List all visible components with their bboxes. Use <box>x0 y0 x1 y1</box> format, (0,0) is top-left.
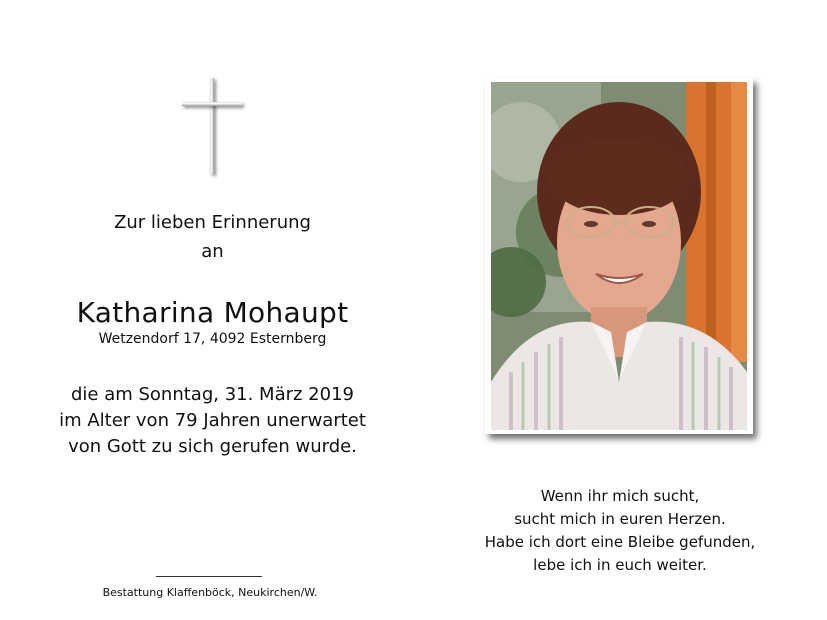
funeral-home: Bestattung Klaffenböck, Neukirchen/W. <box>102 586 318 599</box>
death-notice-line: im Alter von 79 Jahren unerwartet <box>59 410 366 431</box>
death-notice <box>40 382 385 460</box>
divider <box>156 576 262 577</box>
portrait-photo <box>491 82 747 430</box>
memorial-poem <box>480 485 760 577</box>
death-notice-line: von Gott zu sich gerufen wurde. <box>68 436 357 457</box>
memorial-heading-line2: an <box>201 241 224 262</box>
memorial-heading-line1: Zur lieben Erinnerung <box>114 212 311 233</box>
poem-line: Wenn ihr mich sucht, <box>540 487 700 505</box>
poem-line: Habe ich dort eine Bleibe gefunden, <box>484 533 756 551</box>
deceased-name: Katharina Mohaupt <box>76 296 349 329</box>
poem-line: sucht mich in euren Herzen. <box>514 510 726 528</box>
death-notice-line: die am Sonntag, 31. März 2019 <box>70 384 354 405</box>
portrait-frame <box>485 78 753 434</box>
memorial-heading <box>40 208 385 266</box>
cross-icon <box>182 78 244 176</box>
poem-line: lebe ich in euch weiter. <box>533 556 707 574</box>
deceased-address: Wetzendorf 17, 4092 Esternberg <box>98 331 327 347</box>
